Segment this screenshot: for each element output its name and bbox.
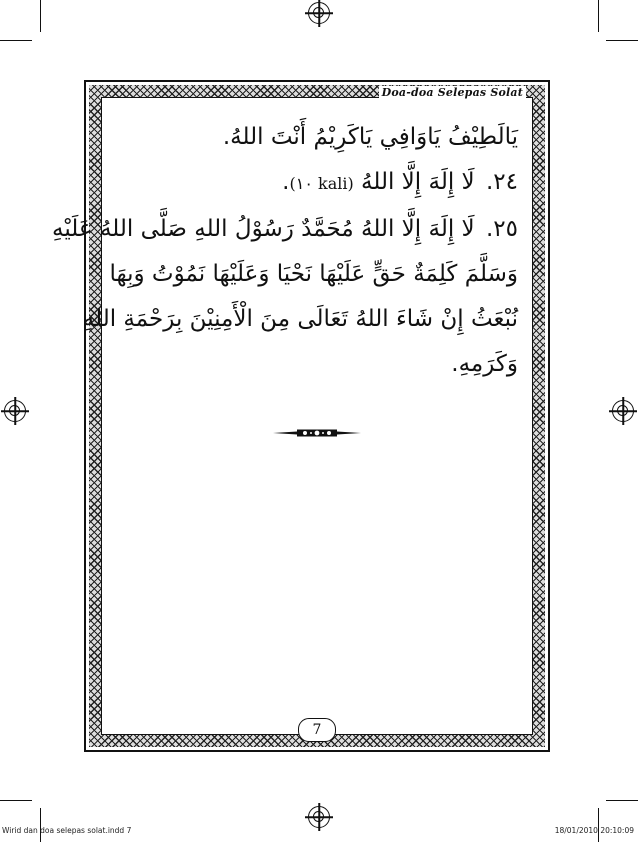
crop-mark bbox=[40, 808, 41, 842]
item-end-mark: . bbox=[282, 169, 290, 195]
running-header: Doa-doa Selepas Solat bbox=[379, 86, 526, 99]
prayer-text bbox=[52, 118, 518, 390]
registration-mark-icon bbox=[308, 806, 330, 828]
prayer-line: وَسَلَّمَ كَلِمَةٌ حَقٍّ عَلَيْهَا نَحْيَا وَعَلَيْهَا نَمُوْتُ وَبِهَا bbox=[109, 261, 518, 287]
ornamental-frame bbox=[52, 80, 550, 752]
divider-ornament-icon bbox=[273, 428, 361, 438]
registration-mark-icon bbox=[4, 400, 26, 422]
prayer-line: لَا إِلَهَ إِلَّا اللهُ bbox=[361, 169, 475, 195]
prayer-item-25 bbox=[52, 210, 518, 248]
item-number: ٢٤. bbox=[485, 169, 518, 195]
crop-mark bbox=[598, 0, 599, 32]
slug-filename: Wirid dan doa selepas solat.indd 7 bbox=[2, 826, 132, 835]
item-number: ٢٥. bbox=[485, 216, 518, 242]
prayer-item-24 bbox=[122, 163, 518, 203]
prayer-line: يَالَطِيْفُ يَاوَافِي يَاكَرِيْمُ أَنْتَ اللهُ. bbox=[222, 124, 518, 150]
page-number: 7 bbox=[298, 718, 336, 742]
crop-mark bbox=[40, 0, 41, 32]
crop-mark bbox=[0, 800, 32, 801]
prayer-line: لَا إِلَهَ إِلَّا اللهُ مُحَمَّدٌ رَسُوْلُ اللهِ صَلَّى اللهُ عَلَيْهِ bbox=[52, 216, 475, 242]
page-content bbox=[52, 86, 533, 738]
crop-mark bbox=[606, 800, 638, 801]
slug-timestamp: 18/01/2010 20:10:09 bbox=[554, 826, 634, 835]
repeat-count: (١٠ kali) bbox=[289, 174, 354, 193]
crop-mark bbox=[606, 40, 638, 41]
registration-mark-icon bbox=[308, 2, 330, 24]
prayer-line: وَكَرَمِهِ. bbox=[451, 351, 518, 377]
prayer-line: نُبْعَثُ إِنْ شَاءَ اللهُ تَعَالَى مِنَ الْأَمِنِيْنَ بِرَحْمَةِ اللهِ bbox=[82, 306, 518, 332]
registration-mark-icon bbox=[612, 400, 634, 422]
crop-mark bbox=[0, 40, 32, 41]
crop-mark bbox=[598, 808, 599, 842]
